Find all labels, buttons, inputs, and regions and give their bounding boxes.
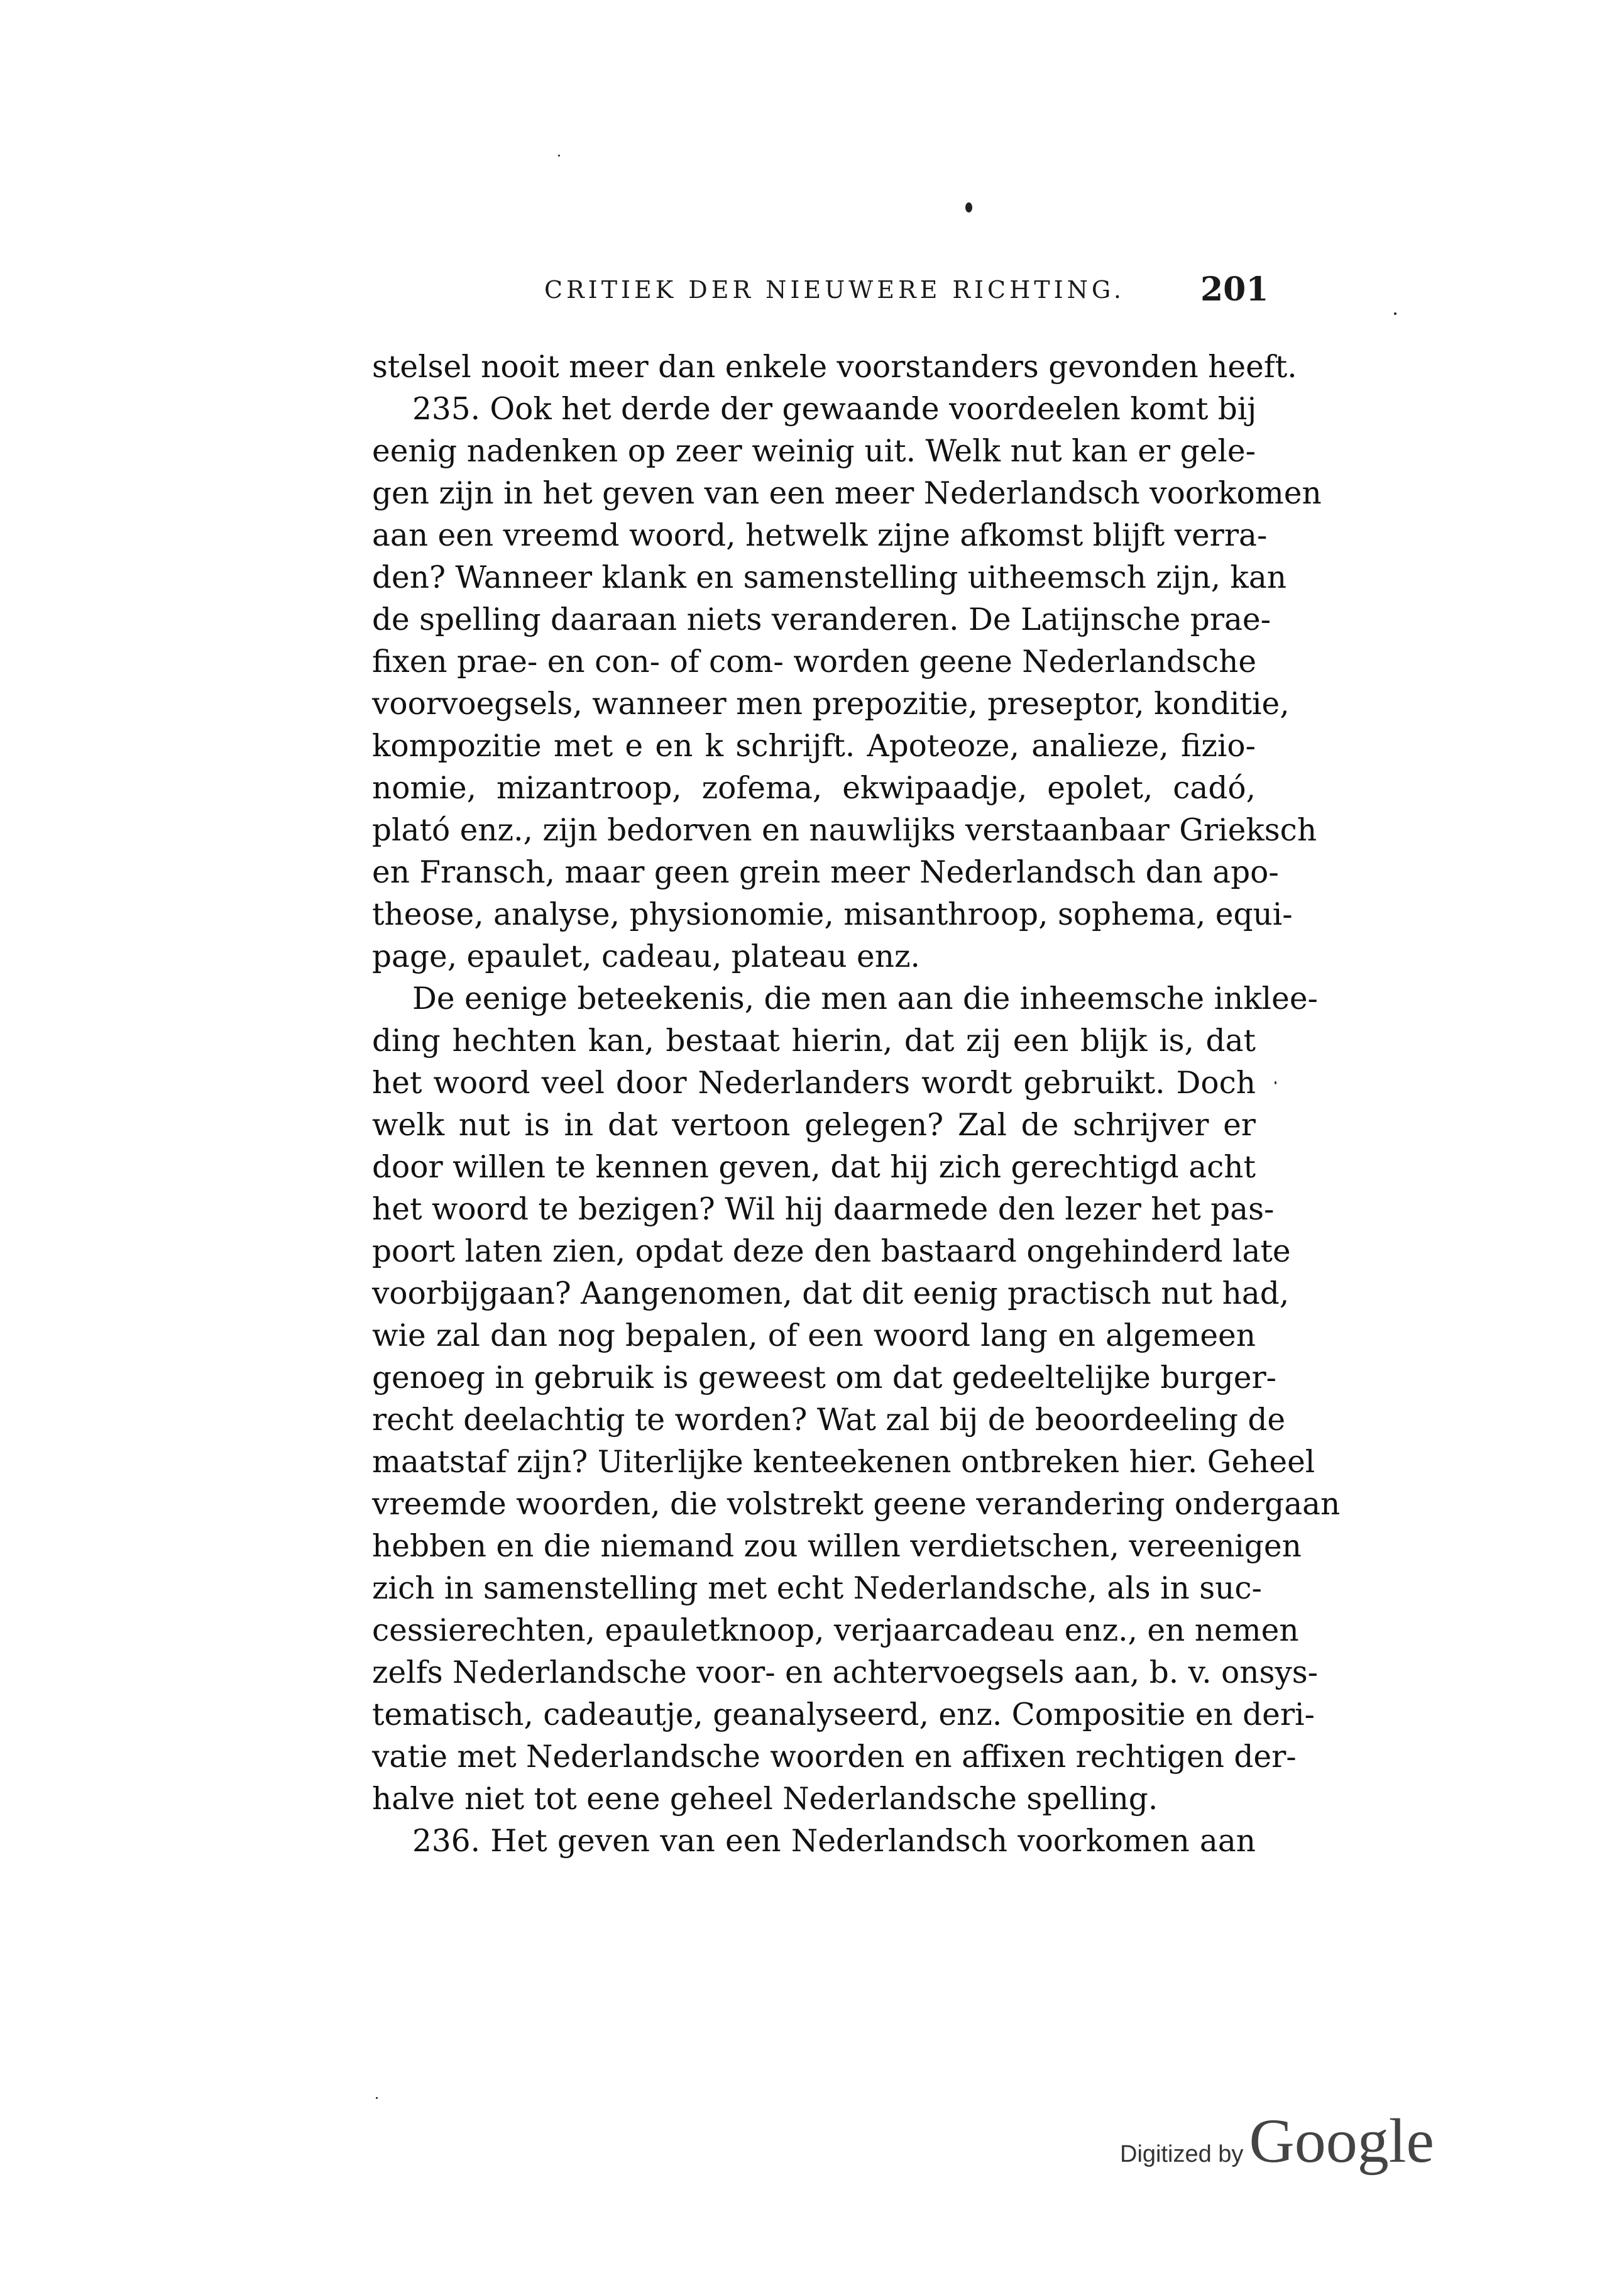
text-line-24: wie zal dan nog bepalen, of een woord lang en algemeen xyxy=(372,1318,1256,1353)
scan-speck xyxy=(1275,1081,1276,1084)
scan-speck xyxy=(1394,312,1396,315)
text-line-26: recht deelachtig te worden? Wat zal bij de beoordeeling de xyxy=(372,1402,1286,1438)
text-line-11: nomie, mizantroop, zofema, ekwipaadje, epolet, cadó, xyxy=(372,771,1256,806)
text-line-2: 235. Ook het derde der gewaande voordeelen komt bij xyxy=(412,392,1257,427)
text-line-12: plató enz., zijn bedorven en nauwlijks verstaanbaar Grieksch xyxy=(372,813,1317,848)
running-header: CRITIEK DER NIEUWERE RICHTING. xyxy=(544,276,1125,304)
digitized-by-google-watermark xyxy=(1120,2105,1434,2177)
text-line-1: stelsel nooit meer dan enkele voorstanders gevonden heeft. xyxy=(372,350,1297,385)
text-line-6: den? Wanneer klank en samenstelling uitheemsch zijn, kan xyxy=(372,560,1287,595)
text-line-3: eenig nadenken op zeer weinig uit. Welk nut kan er gele- xyxy=(372,434,1256,469)
text-line-21: het woord te bezigen? Wil hij daarmede den lezer het pas- xyxy=(372,1192,1275,1227)
text-line-28: vreemde woorden, die volstrekt geene verandering ondergaan xyxy=(372,1487,1341,1522)
text-line-16: De eenige beteekenis, die men aan die inheemsche inklee- xyxy=(412,981,1318,1016)
page-number: 201 xyxy=(1200,270,1269,309)
text-line-33: tematisch, cadeautje, geanalyseerd, enz. Compositie en deri- xyxy=(372,1697,1315,1732)
text-line-30: zich in samenstelling met echt Nederlandsche, als in suc- xyxy=(372,1571,1262,1606)
text-line-35: halve niet tot eene geheel Nederlandsche spelling. xyxy=(372,1781,1158,1817)
text-line-19: welk nut is in dat vertoon gelegen? Zal de schrijver er xyxy=(372,1108,1256,1143)
text-line-15: page, epaulet, cadeau, plateau enz. xyxy=(372,939,920,974)
text-line-4: gen zijn in het geven van een meer Nederlandsch voorkomen xyxy=(372,476,1322,511)
text-line-18: het woord veel door Nederlanders wordt gebruikt. Doch xyxy=(372,1065,1256,1101)
text-line-27: maatstaf zijn? Uiterlijke kenteekenen ontbreken hier. Geheel xyxy=(372,1445,1315,1480)
scan-speck xyxy=(558,155,560,157)
text-line-32: zelfs Nederlandsche voor- en achtervoegsels aan, b. v. onsys- xyxy=(372,1655,1319,1690)
digitized-by-label: Digitized by xyxy=(1120,2141,1244,2167)
google-logo: Google xyxy=(1249,2106,1434,2176)
text-line-25: genoeg in gebruik is geweest om dat gedeeltelijke burger- xyxy=(372,1360,1277,1395)
text-line-29: hebben en die niemand zou willen verdietschen, vereenigen xyxy=(372,1529,1302,1564)
scan-speck xyxy=(376,2097,378,2099)
text-line-13: en Fransch, maar geen grein meer Nederlandsch dan apo- xyxy=(372,855,1279,890)
text-line-5: aan een vreemd woord, hetwelk zijne afkomst blijft verra- xyxy=(372,518,1268,553)
text-line-20: door willen te kennen geven, dat hij zich gerechtigd acht xyxy=(372,1150,1256,1185)
text-line-36: 236. Het geven van een Nederlandsch voorkomen aan xyxy=(412,1824,1256,1859)
text-line-14: theose, analyse, physionomie, misanthroop, sophema, equi- xyxy=(372,897,1293,932)
text-line-22: poort laten zien, opdat deze den bastaard ongehinderd late xyxy=(372,1234,1291,1269)
text-line-7: de spelling daaraan niets veranderen. De Latijnsche prae- xyxy=(372,602,1271,637)
text-line-10: kompozitie met e en k schrijft. Apoteoze, analieze, fizio- xyxy=(372,729,1256,764)
text-line-17: ding hechten kan, bestaat hierin, dat zij een blijk is, dat xyxy=(372,1023,1256,1059)
text-line-34: vatie met Nederlandsche woorden en affixen rechtigen der- xyxy=(372,1739,1297,1775)
scan-speck xyxy=(965,202,972,212)
text-line-31: cessierechten, epauletknoop, verjaarcadeau enz., en nemen xyxy=(372,1613,1299,1648)
text-line-8: fixen prae- en con- of com- worden geene Nederlandsche xyxy=(372,644,1257,680)
text-line-23: voorbijgaan? Aangenomen, dat dit eenig practisch nut had, xyxy=(372,1276,1290,1311)
text-line-9: voorvoegsels, wanneer men prepozitie, preseptor, konditie, xyxy=(372,686,1290,722)
